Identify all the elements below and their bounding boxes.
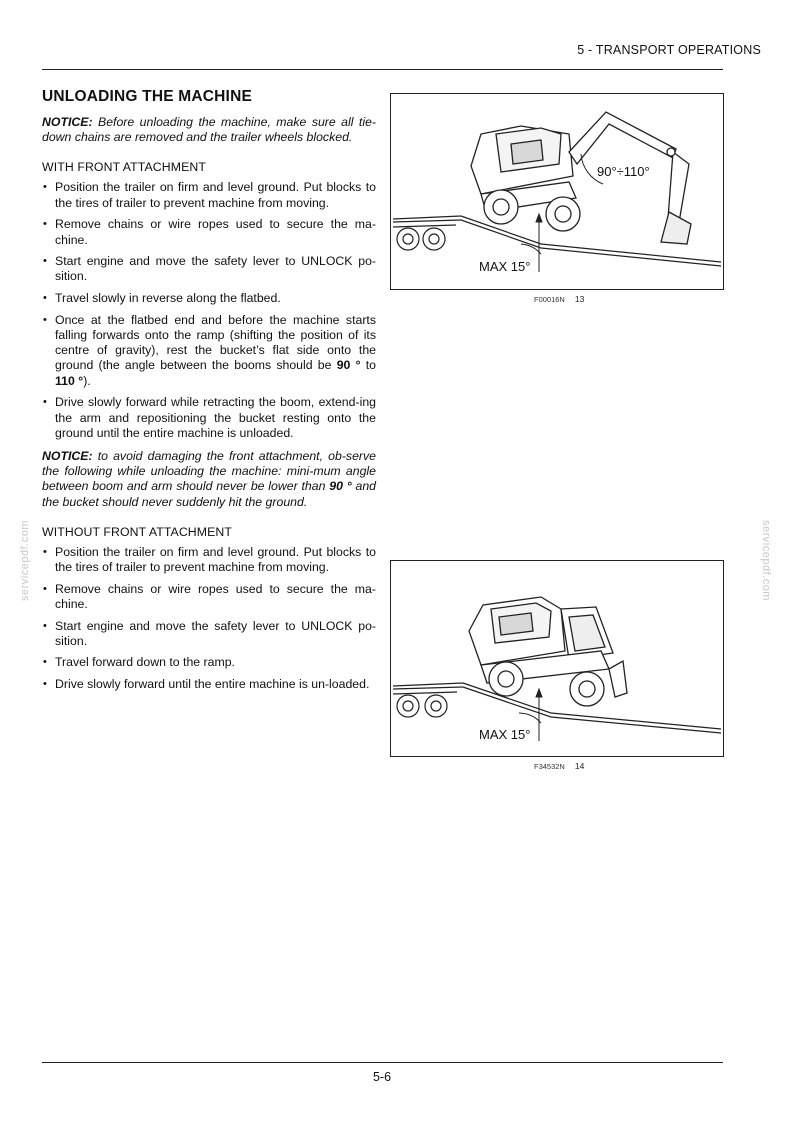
watermark-left: servicepdf.com	[19, 520, 31, 601]
boom-angle-label: 90°÷110°	[597, 164, 650, 179]
figure-number: 14	[574, 761, 585, 771]
list-item: • Start engine and move the safety lever to UNLOCK po-sition.	[42, 619, 376, 649]
figure-unloading-with-attachment	[390, 93, 724, 290]
text-column	[42, 88, 376, 700]
footer-rule	[42, 1062, 723, 1063]
notice-before-unloading	[42, 115, 376, 145]
notice-front-attachment	[42, 449, 376, 510]
max-slope-label: MAX 15°	[479, 727, 531, 742]
list-item: • Travel forward down to the ramp.	[42, 655, 376, 670]
list-item: • Position the trailer on firm and level ground. Put blocks to the tires of trailer to prevent machine from moving.	[42, 180, 376, 210]
notice-text: and the bucket should never suddenly hit the ground.	[42, 479, 377, 509]
list-item: • Remove chains or wire ropes used to secure the ma-chine.	[42, 217, 376, 247]
without-front-attachment-heading: WITHOUT FRONT ATTACHMENT	[42, 524, 233, 539]
figure-caption-14	[534, 761, 584, 771]
figure-number: 13	[574, 294, 585, 304]
angle-min: 90 °	[336, 358, 361, 373]
figure-code: F00016N	[534, 295, 565, 304]
notice-text: Before unloading the machine, make sure all tie-down chains are removed and the trailer wheels blocked.	[42, 115, 376, 145]
step-text: Once at the flatbed end and before the machine starts falling forwards onto the ramp (shifting the position of its centre of gravity), rest the bucket’s flat side onto the ground (the angle between the booms should be	[55, 312, 376, 373]
angle-max: 110 °	[55, 373, 84, 388]
list-item	[42, 313, 376, 389]
step-text: ).	[83, 373, 91, 388]
page-number: 5-6	[372, 1070, 392, 1084]
figure-caption-13	[534, 294, 584, 304]
list-item: • Position the trailer on firm and level ground. Put blocks to the tires of trailer to prevent machine from moving.	[42, 545, 376, 575]
list-item: • Travel slowly in reverse along the flatbed.	[42, 291, 376, 306]
list-item: • Drive slowly forward while retracting the boom, extend-ing the arm and repositioning the bucket resting onto the ground until the entire machine is unloaded.	[42, 395, 376, 441]
list-item: • Drive slowly forward until the entire machine is un-loaded.	[42, 677, 376, 692]
header-rule	[42, 69, 723, 70]
excavator-with-boom-illustration	[391, 94, 723, 289]
figure-unloading-without-attachment	[390, 560, 724, 757]
with-front-attachment-heading: WITH FRONT ATTACHMENT	[42, 160, 206, 175]
section-title: UNLOADING THE MACHINE	[42, 88, 252, 105]
without-front-steps	[42, 545, 376, 693]
watermark-right: servicepdf.com	[760, 520, 772, 601]
figure-code: F34532N	[534, 762, 565, 771]
list-item: • Remove chains or wire ropes used to secure the ma-chine.	[42, 582, 376, 612]
notice-text: to avoid damaging the front attachment, ob-serve the following while unloading the machine: mini-mum angle between boom and arm should never be lower than	[42, 448, 376, 494]
notice-angle: 90 °	[329, 479, 352, 494]
step-text: to	[360, 358, 376, 373]
list-item: • Start engine and move the safety lever to UNLOCK po-sition.	[42, 254, 376, 284]
with-front-steps	[42, 180, 376, 441]
page-header-title: 5 - TRANSPORT OPERATIONS	[577, 43, 761, 57]
notice-label: NOTICE:	[42, 448, 93, 463]
notice-label: NOTICE:	[42, 115, 93, 129]
excavator-without-boom-illustration	[391, 561, 723, 756]
max-slope-label: MAX 15°	[479, 259, 531, 274]
